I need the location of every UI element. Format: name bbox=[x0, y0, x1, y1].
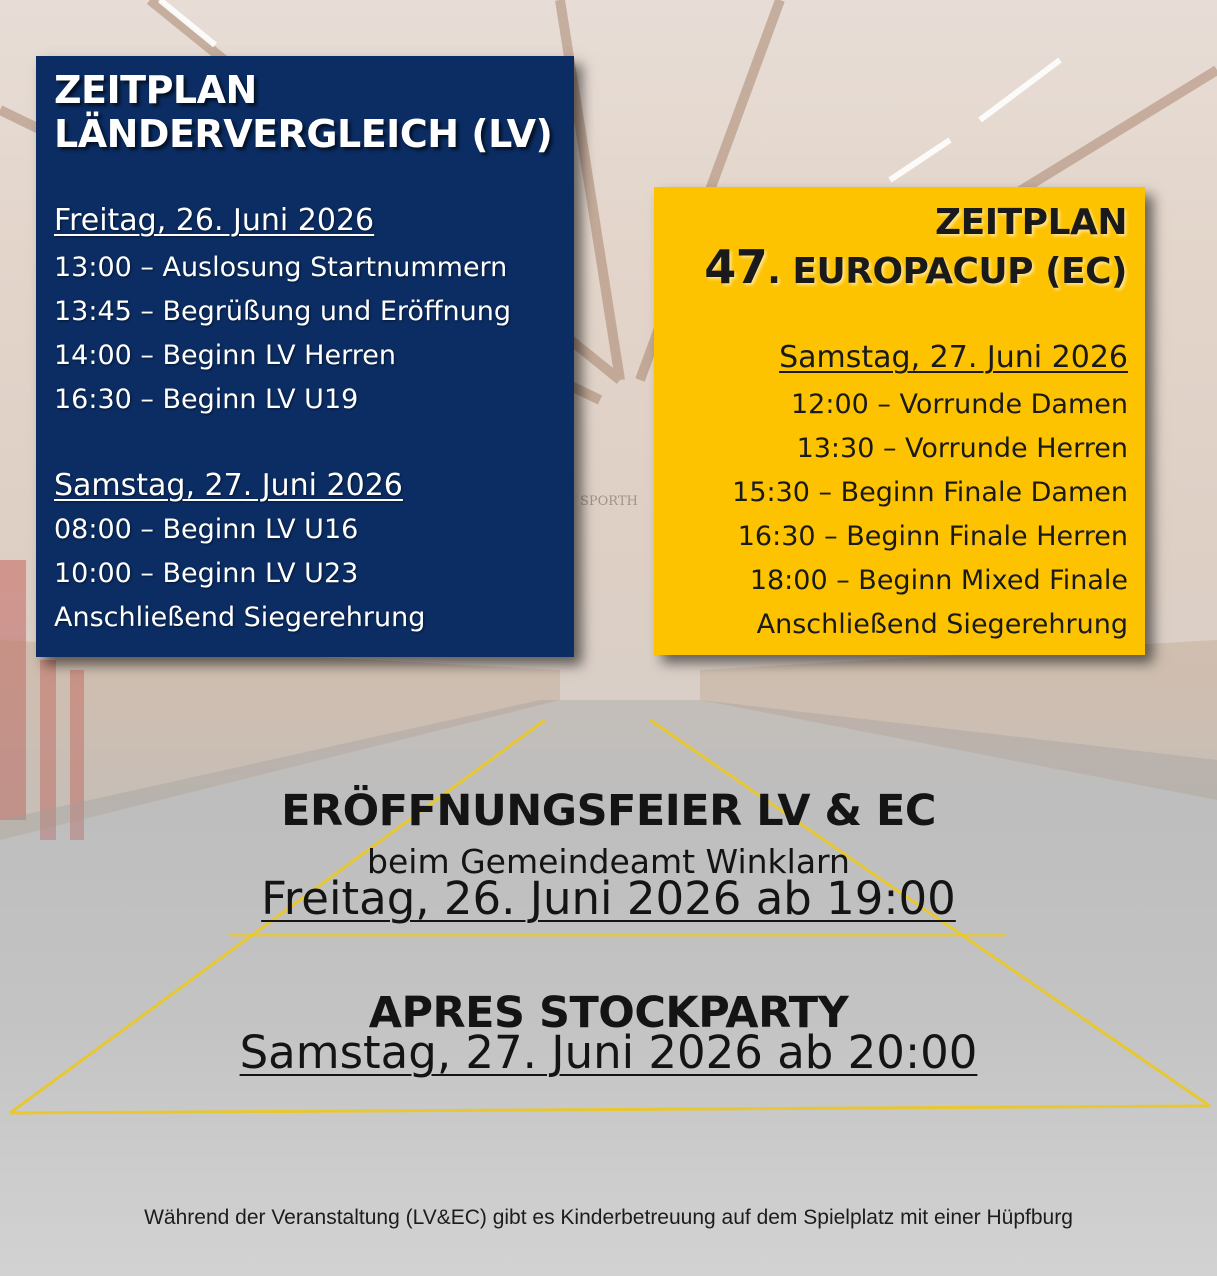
footer-note: Während der Veranstaltung (LV&EC) gibt es Kinderbetreuung auf dem Spielplatz mit einer Hüpfburg bbox=[144, 1206, 1073, 1229]
ec-title bbox=[704, 201, 1127, 294]
lv-day1-item: 13:00 – Auslosung Startnummern bbox=[54, 252, 508, 283]
opening-date: Freitag, 26. Juni 2026 ab 19:00 bbox=[261, 872, 956, 925]
ec-title-name: . EUROPACUP (EC) bbox=[767, 251, 1127, 292]
lv-day1-item: 14:00 – Beginn LV Herren bbox=[54, 340, 396, 371]
lv-day1-item: 16:30 – Beginn LV U19 bbox=[54, 384, 359, 415]
opening-location: beim Gemeindeamt Winklarn bbox=[367, 842, 850, 881]
sports-hall-sign: SPORTH bbox=[580, 494, 638, 509]
ec-day-item: 12:00 – Vorrunde Damen bbox=[790, 389, 1128, 420]
ec-day-item: 13:30 – Vorrunde Herren bbox=[796, 433, 1128, 464]
ec-day-item: 18:00 – Beginn Mixed Finale bbox=[749, 565, 1128, 596]
lv-day2-item: 10:00 – Beginn LV U23 bbox=[54, 558, 359, 589]
ec-day-heading: Samstag, 27. Juni 2026 bbox=[779, 340, 1128, 375]
lv-day2-heading: Samstag, 27. Juni 2026 bbox=[54, 468, 403, 503]
opening-title: ERÖFFNUNGSFEIER LV & EC bbox=[281, 786, 936, 836]
lv-day2-item: 08:00 – Beginn LV U16 bbox=[54, 514, 359, 545]
party-title: APRES STOCKPARTY bbox=[368, 988, 849, 1038]
ec-title-line1: ZEITPLAN bbox=[935, 202, 1127, 243]
lv-schedule-panel bbox=[36, 56, 574, 657]
ec-title-line2 bbox=[704, 240, 1127, 294]
lv-title-line2: LÄNDERVERGLEICH (LV) bbox=[54, 112, 553, 156]
party-date: Samstag, 27. Juni 2026 ab 20:00 bbox=[239, 1026, 978, 1079]
ec-schedule-panel bbox=[654, 187, 1145, 655]
lv-title-line1: ZEITPLAN bbox=[54, 68, 257, 112]
ec-edition-number: 47 bbox=[704, 240, 768, 294]
lv-day1-item: 13:45 – Begrüßung und Eröffnung bbox=[54, 296, 512, 327]
ec-day-item: 16:30 – Beginn Finale Herren bbox=[737, 521, 1128, 552]
lv-day2-item: Anschließend Siegerehrung bbox=[54, 602, 426, 633]
lv-day1-heading: Freitag, 26. Juni 2026 bbox=[54, 203, 375, 238]
lv-title bbox=[54, 68, 552, 156]
ec-day-item: 15:30 – Beginn Finale Damen bbox=[732, 477, 1128, 508]
ec-day-item: Anschließend Siegerehrung bbox=[756, 609, 1128, 640]
